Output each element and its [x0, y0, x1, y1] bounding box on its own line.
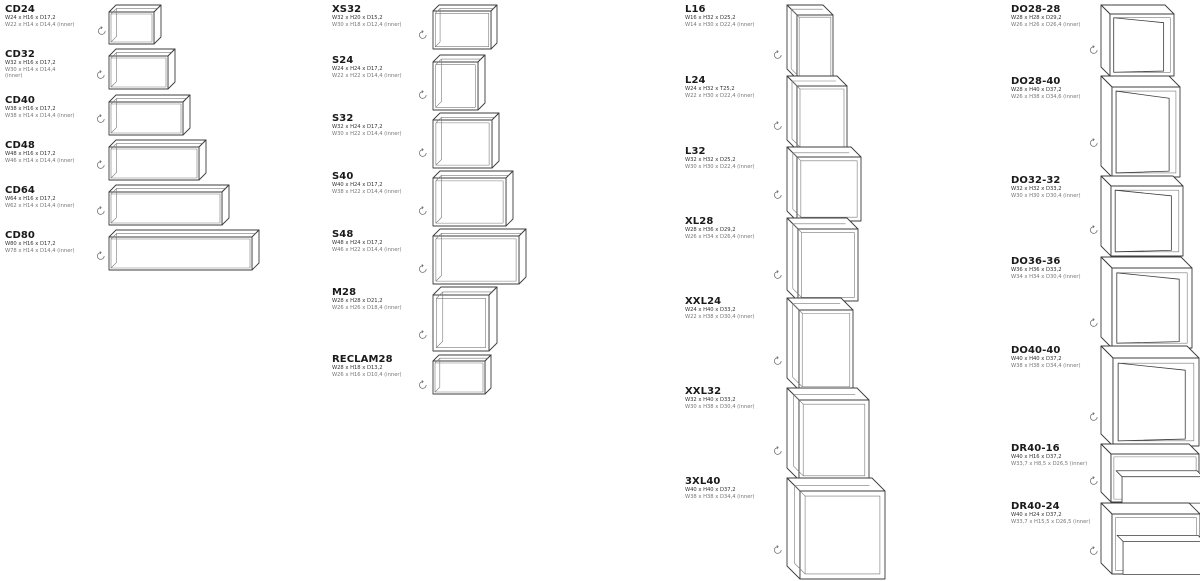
- shelf-box-icon: [107, 228, 261, 272]
- rotate-icon[interactable]: [96, 114, 106, 124]
- outer-dimensions: W36 x H36 x D33,2: [1011, 267, 1062, 273]
- product-dr40-24: [1011, 501, 1090, 525]
- outer-dimensions: W32 x H40 x D33,2: [685, 397, 736, 403]
- shelf-box-icon: [431, 227, 528, 286]
- outer-dimensions: W24 x H32 x T25,2: [685, 86, 735, 92]
- inner-dimensions: W26 x H16 x D10,4 (inner): [332, 371, 402, 378]
- product-name: XXL32: [685, 386, 722, 397]
- rotate-icon[interactable]: [96, 160, 106, 170]
- rotate-icon[interactable]: [418, 90, 428, 100]
- product-name: CD64: [5, 185, 35, 196]
- shelf-box-icon: [785, 74, 849, 152]
- shelf-box-icon: [785, 145, 863, 223]
- inner-dimensions: W22 x H38 x D30,4 (inner): [685, 313, 755, 320]
- product-name: DO40-40: [1011, 345, 1061, 356]
- rotate-icon[interactable]: [418, 206, 428, 216]
- inner-dimensions: W22 x H14 x D14,4 (inner): [5, 21, 75, 28]
- shelf-box-icon: [107, 138, 208, 182]
- product-l32: [685, 146, 755, 170]
- shelf-box-icon: [785, 386, 871, 482]
- inner-dimensions: W26 x H26 x D26,4 (inner): [1011, 21, 1081, 28]
- inner-dimensions: W38 x H38 x D34,4 (inner): [685, 493, 755, 500]
- product-xxl24: [685, 296, 755, 320]
- inner-dimensions: W30 x H30 x D22,4 (inner): [685, 163, 755, 170]
- outer-dimensions: W38 x H16 x D17,2: [5, 106, 56, 112]
- product-xl28: [685, 216, 755, 240]
- product-name: S40: [332, 171, 354, 182]
- shelf-box-icon: [785, 216, 860, 303]
- outer-dimensions: W16 x H32 x D25,2: [685, 15, 736, 21]
- product-s40: [332, 171, 402, 195]
- outer-dimensions: W32 x H32 x D33,2: [1011, 186, 1062, 192]
- product-xxl32: [685, 386, 755, 410]
- rotate-icon[interactable]: [1089, 546, 1099, 556]
- product-name: CD32: [5, 49, 35, 60]
- outer-dimensions: W24 x H16 x D17,2: [5, 15, 56, 21]
- shelf-box-icon: [785, 296, 855, 392]
- product-name: DO32-32: [1011, 175, 1061, 186]
- shelf-box-icon: [431, 111, 501, 170]
- outer-dimensions: W48 x H24 x D17,2: [332, 240, 383, 246]
- shelf-box-icon: [107, 3, 163, 46]
- inner-dimensions: W46 x H14 x D14,4 (inner): [5, 157, 75, 164]
- shelf-box-icon: [431, 285, 499, 353]
- product-name: S24: [332, 55, 354, 66]
- shelf-box-icon: [107, 93, 192, 137]
- product-do36-36: [1011, 256, 1081, 280]
- rotate-icon[interactable]: [418, 380, 428, 390]
- product-xs32: [332, 4, 402, 28]
- inner-dimensions: W26 x H34 x D26,4 (inner): [685, 233, 755, 240]
- outer-dimensions: W40 x H40 x D37,2: [685, 487, 736, 493]
- product-name: DR40-24: [1011, 501, 1060, 512]
- product-do28-28: [1011, 4, 1081, 28]
- product-3xl40: [685, 476, 755, 500]
- inner-dimensions: W34 x H34 x D30,4 (inner): [1011, 273, 1081, 280]
- rotate-icon[interactable]: [773, 190, 783, 200]
- outer-dimensions: W24 x H40 x D33,2: [685, 307, 736, 313]
- product-name: XS32: [332, 4, 362, 15]
- inner-dimensions: W78 x H14 x D14,4 (inner): [5, 247, 75, 254]
- product-cd40: [5, 95, 75, 119]
- shelf-box-icon: [431, 353, 493, 396]
- shelf-box-icon: [107, 183, 231, 227]
- product-name: S48: [332, 229, 354, 240]
- product-s24: [332, 55, 402, 79]
- outer-dimensions: W28 x H28 x D29,2: [1011, 15, 1062, 21]
- product-do40-40: [1011, 345, 1081, 369]
- inner-dimensions: W33,7 x H15,5 x D26,5 (inner): [1011, 518, 1091, 525]
- inner-dimensions: W22 x H30 x D22,4 (inner): [685, 92, 755, 99]
- inner-dimensions: W22 x H22 x D14,4 (inner): [332, 72, 402, 79]
- rotate-icon[interactable]: [773, 545, 783, 555]
- outer-dimensions: W28 x H40 x D37,2: [1011, 87, 1062, 93]
- product-name: DO28-28: [1011, 4, 1061, 15]
- product-dr40-16: [1011, 443, 1087, 467]
- rotate-icon[interactable]: [773, 356, 783, 366]
- product-cd24: [5, 4, 75, 28]
- door-cabinet-icon: [1099, 255, 1194, 350]
- inner-dimensions: W30 x H38 x D30,4 (inner): [685, 403, 755, 410]
- product-name: XXL24: [685, 296, 722, 307]
- rotate-icon[interactable]: [773, 50, 783, 60]
- product-name: 3XL40: [685, 476, 721, 487]
- product-do28-40: [1011, 76, 1081, 100]
- product-name: DO36-36: [1011, 256, 1061, 267]
- product-name: DR40-16: [1011, 443, 1060, 454]
- product-name: CD40: [5, 95, 35, 106]
- inner-dimensions: W30 x H14 x D14,4 (inner): [5, 66, 56, 79]
- product-l16: [685, 4, 755, 28]
- rotate-icon[interactable]: [96, 70, 106, 80]
- product-s48: [332, 229, 402, 253]
- product-name: S32: [332, 113, 354, 124]
- product-name: RECLAM28: [332, 354, 393, 365]
- product-name: CD48: [5, 140, 35, 151]
- outer-dimensions: W32 x H16 x D17,2: [5, 60, 56, 66]
- inner-dimensions: W26 x H26 x D18,4 (inner): [332, 304, 402, 311]
- door-cabinet-icon: [1099, 74, 1182, 179]
- rotate-icon[interactable]: [96, 206, 106, 216]
- door-cabinet-icon: [1099, 3, 1176, 78]
- door-cabinet-icon: [1099, 344, 1200, 448]
- rotate-icon[interactable]: [773, 121, 783, 131]
- inner-dimensions: W26 x H38 x D34,6 (inner): [1011, 93, 1081, 100]
- rotate-icon[interactable]: [1089, 225, 1099, 235]
- rotate-icon[interactable]: [1089, 476, 1099, 486]
- inner-dimensions: W62 x H14 x D14,4 (inner): [5, 202, 75, 209]
- shelf-box-icon: [431, 169, 515, 228]
- product-cd48: [5, 140, 75, 164]
- product-cd32: [5, 49, 67, 80]
- outer-dimensions: W32 x H24 x D17,2: [332, 124, 383, 130]
- product-name: CD80: [5, 230, 35, 241]
- drawer-unit-icon: [1099, 501, 1200, 576]
- rotate-icon[interactable]: [1089, 318, 1099, 328]
- product-name: DO28-40: [1011, 76, 1061, 87]
- inner-dimensions: W38 x H38 x D34,4 (inner): [1011, 362, 1081, 369]
- outer-dimensions: W28 x H36 x D29,2: [685, 227, 736, 233]
- door-cabinet-icon: [1099, 174, 1185, 258]
- rotate-icon[interactable]: [1089, 45, 1099, 55]
- rotate-icon[interactable]: [96, 251, 106, 261]
- inner-dimensions: W33,7 x H8,5 x D26,5 (inner): [1011, 460, 1088, 467]
- rotate-icon[interactable]: [418, 330, 428, 340]
- outer-dimensions: W64 x H16 x D17,2: [5, 196, 56, 202]
- inner-dimensions: W30 x H22 x D14,4 (inner): [332, 130, 402, 137]
- inner-dimensions: W14 x H30 x D22,4 (inner): [685, 21, 755, 28]
- product-cd64: [5, 185, 75, 209]
- outer-dimensions: W32 x H32 x D25,2: [685, 157, 736, 163]
- product-name: L32: [685, 146, 706, 157]
- product-name: XL28: [685, 216, 714, 227]
- inner-dimensions: W30 x H18 x D12,4 (inner): [332, 21, 402, 28]
- rotate-icon[interactable]: [418, 264, 428, 274]
- product-name: CD24: [5, 4, 35, 15]
- outer-dimensions: W28 x H28 x D21,2: [332, 298, 383, 304]
- product-do32-32: [1011, 175, 1081, 199]
- rotate-icon[interactable]: [1089, 412, 1099, 422]
- drawer-unit-icon: [1099, 442, 1200, 504]
- rotate-icon[interactable]: [1089, 138, 1099, 148]
- rotate-icon[interactable]: [418, 148, 428, 158]
- outer-dimensions: W28 x H18 x D13,2: [332, 365, 383, 371]
- rotate-icon[interactable]: [773, 446, 783, 456]
- product-reclam28: [332, 354, 402, 378]
- product-m28: [332, 287, 402, 311]
- product-name: L24: [685, 75, 706, 86]
- shelf-box-icon: [107, 47, 177, 91]
- inner-dimensions: W30 x H30 x D30,4 (inner): [1011, 192, 1081, 199]
- outer-dimensions: W48 x H16 x D17,2: [5, 151, 56, 157]
- shelf-box-icon: [785, 476, 887, 581]
- product-name: L16: [685, 4, 706, 15]
- rotate-icon[interactable]: [97, 26, 107, 36]
- outer-dimensions: W24 x H24 x D17,2: [332, 66, 383, 72]
- product-l24: [685, 75, 755, 99]
- shelf-box-icon: [785, 3, 835, 81]
- shelf-box-icon: [431, 53, 487, 112]
- outer-dimensions: W32 x H20 x D15,2: [332, 15, 383, 21]
- inner-dimensions: W46 x H22 x D14,4 (inner): [332, 246, 402, 253]
- outer-dimensions: W40 x H16 x D37,2: [1011, 454, 1062, 460]
- inner-dimensions: W38 x H14 x D14,4 (inner): [5, 112, 75, 119]
- outer-dimensions: W80 x H16 x D17,2: [5, 241, 56, 247]
- rotate-icon[interactable]: [418, 30, 428, 40]
- product-cd80: [5, 230, 75, 254]
- product-name: M28: [332, 287, 357, 298]
- shelf-box-icon: [431, 3, 499, 51]
- product-s32: [332, 113, 402, 137]
- outer-dimensions: W40 x H24 x D17,2: [332, 182, 383, 188]
- outer-dimensions: W40 x H40 x D37,2: [1011, 356, 1062, 362]
- inner-dimensions: W38 x H22 x D14,4 (inner): [332, 188, 402, 195]
- outer-dimensions: W40 x H24 x D37,2: [1011, 512, 1062, 518]
- rotate-icon[interactable]: [773, 270, 783, 280]
